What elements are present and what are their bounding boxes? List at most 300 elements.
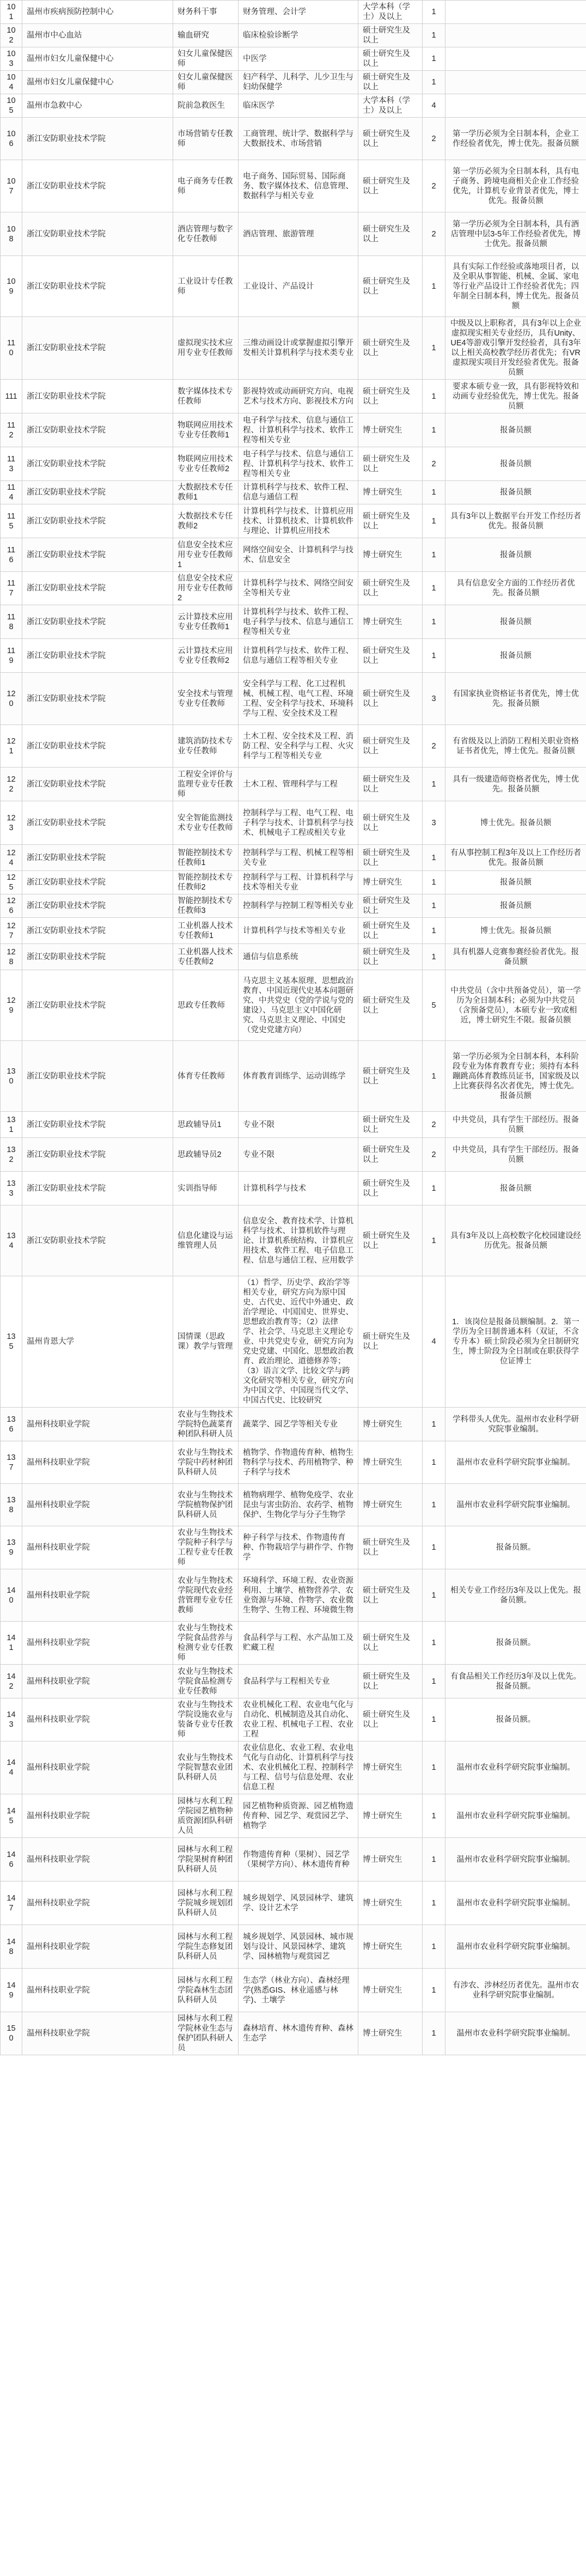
table-body bbox=[1, 1, 586, 2055]
other-requirements bbox=[445, 71, 586, 94]
employer-name: 浙江安防职业技术学院 bbox=[22, 639, 173, 673]
education-requirement: 博士研究生 bbox=[358, 2012, 423, 2055]
education-requirement: 博士研究生 bbox=[358, 1838, 423, 1881]
education-requirement: 硕士研究生及以上 bbox=[358, 380, 423, 413]
table-row bbox=[1, 47, 586, 71]
major-requirement: 食品科学与工程、水产品加工及贮藏工程 bbox=[239, 1622, 358, 1665]
table-row bbox=[1, 639, 586, 673]
headcount: 1 bbox=[423, 639, 445, 673]
major-requirement: 中医学 bbox=[239, 47, 358, 71]
employer-name: 浙江安防职业技术学院 bbox=[22, 1205, 173, 1276]
major-requirement: 土木工程、管理科学与工程 bbox=[239, 768, 358, 801]
headcount: 1 bbox=[423, 1441, 445, 1484]
headcount: 5 bbox=[423, 970, 445, 1041]
major-requirement: 计算机科学与技术、软件工程、信息与通信工程 bbox=[239, 481, 358, 504]
education-requirement: 博士研究生 bbox=[358, 1484, 423, 1526]
position-name: 财务科干事 bbox=[173, 1, 239, 24]
position-name: 智能控制技术专任教师1 bbox=[173, 845, 239, 871]
employer-name: 浙江安防职业技术学院 bbox=[22, 317, 173, 380]
headcount: 2 bbox=[423, 212, 445, 256]
education-requirement: 硕士研究生及以上 bbox=[358, 1698, 423, 1741]
major-requirement: 作物遗传育种（果树）、园艺学（果树学方向）、林木遗传育种 bbox=[239, 1838, 358, 1881]
education-requirement: 硕士研究生及以上 bbox=[358, 725, 423, 768]
headcount: 1 bbox=[423, 572, 445, 605]
table-row bbox=[1, 24, 586, 47]
education-requirement: 硕士研究生及以上 bbox=[358, 845, 423, 871]
major-requirement: 财务管理、会计学 bbox=[239, 1, 358, 24]
education-requirement: 硕士研究生及以上 bbox=[358, 1665, 423, 1698]
row-index: 117 bbox=[1, 572, 22, 605]
other-requirements: 具有3年及以上高校数字化校园建设经历优先。报备员额 bbox=[445, 1205, 586, 1276]
position-name: 云计算技术应用专业专任教师1 bbox=[173, 605, 239, 639]
major-requirement: 城乡规划学、风景园林、城市规划与设计、风景园林学、建筑学、园林植物与观赏园艺 bbox=[239, 1925, 358, 1969]
position-name: 信息化建设与运维管理人员 bbox=[173, 1205, 239, 1276]
row-index: 107 bbox=[1, 160, 22, 212]
table-row bbox=[1, 504, 586, 538]
employer-name: 浙江安防职业技术学院 bbox=[22, 256, 173, 317]
position-name: 云计算技术应用专业专任教师2 bbox=[173, 639, 239, 673]
major-requirement: 控制科学与控制工程等相关专业 bbox=[239, 894, 358, 918]
table-row bbox=[1, 1112, 586, 1138]
position-name: 妇女儿童保健医师 bbox=[173, 47, 239, 71]
education-requirement: 硕士研究生及以上 bbox=[358, 1526, 423, 1569]
education-requirement: 博士研究生 bbox=[358, 481, 423, 504]
position-name: 实训指导师 bbox=[173, 1172, 239, 1205]
table-row bbox=[1, 1794, 586, 1838]
row-index: 132 bbox=[1, 1138, 22, 1172]
other-requirements: 具有一级建造师资格者优先，博士优先。报备员额 bbox=[445, 768, 586, 801]
education-requirement: 硕士研究生及以上 bbox=[358, 504, 423, 538]
headcount: 1 bbox=[423, 47, 445, 71]
row-index: 122 bbox=[1, 768, 22, 801]
employer-name: 温州科技职业学院 bbox=[22, 1408, 173, 1441]
position-name: 国情课（思政课）教学与管理 bbox=[173, 1276, 239, 1408]
employer-name: 温州市疾病预防控制中心 bbox=[22, 1, 173, 24]
table-row bbox=[1, 605, 586, 639]
other-requirements: 有食品相关工作经历3年及以上优先。报备员额。 bbox=[445, 1665, 586, 1698]
major-requirement: 生态学（林业方向）、森林经理学(熟悉GIS、林业遥感与林学)、土壤学 bbox=[239, 1969, 358, 2012]
employer-name: 温州科技职业学院 bbox=[22, 1665, 173, 1698]
education-requirement: 博士研究生 bbox=[358, 871, 423, 894]
other-requirements: 温州市农业科学研究院事业编制。 bbox=[445, 1925, 586, 1969]
table-row bbox=[1, 970, 586, 1041]
employer-name: 浙江安防职业技术学院 bbox=[22, 481, 173, 504]
table-row bbox=[1, 1838, 586, 1881]
table-row bbox=[1, 481, 586, 504]
employer-name: 温州科技职业学院 bbox=[22, 1741, 173, 1794]
headcount: 2 bbox=[423, 447, 445, 481]
table-row bbox=[1, 1172, 586, 1205]
position-name: 妇女儿童保健医师 bbox=[173, 71, 239, 94]
education-requirement: 博士研究生 bbox=[358, 1969, 423, 2012]
employer-name: 温州科技职业学院 bbox=[22, 1622, 173, 1665]
education-requirement: 硕士研究生及以上 bbox=[358, 1569, 423, 1622]
employer-name: 温州科技职业学院 bbox=[22, 2012, 173, 2055]
other-requirements: 具有实际工作经验或落地项目者，以及全职从事智能、机械、金属、家电等行业产品设计工作经验者优先；四年制全日制本科，博士优先。报备员额 bbox=[445, 256, 586, 317]
education-requirement: 硕士研究生及以上 bbox=[358, 47, 423, 71]
major-requirement: 种子科学与技术、作物遗传育种、作物栽培学与耕作学、作物学 bbox=[239, 1526, 358, 1569]
other-requirements bbox=[445, 47, 586, 71]
major-requirement: 影视特效或动画研究方向、电视艺术与技术方向、影视技术方向 bbox=[239, 380, 358, 413]
other-requirements: 1．该岗位是报备员额编制。2．第一学历为全日制普通本科（双证，不含专升本）硕士阶段必须为全日制研究生，博士阶段为全日制或在职获得学位证博士 bbox=[445, 1276, 586, 1408]
position-name: 园林与水利工程学院果树育种团队科研人员 bbox=[173, 1838, 239, 1881]
education-requirement: 博士研究生 bbox=[358, 1794, 423, 1838]
other-requirements: 温州市农业科学研究院事业编制。 bbox=[445, 1881, 586, 1925]
employer-name: 浙江安防职业技术学院 bbox=[22, 572, 173, 605]
major-requirement: 工商管理、统计学、数据科学与大数据技术、市场营销 bbox=[239, 118, 358, 160]
row-index: 112 bbox=[1, 413, 22, 447]
major-requirement: 植物学、作物遗传育种、植物生物科学与技术、药用植物学、种子科学与技术 bbox=[239, 1441, 358, 1484]
other-requirements: 第一学历必须为全日制本科，具有酒店管理中层3-5年工作经验者优先，博士优先。报备员额 bbox=[445, 212, 586, 256]
position-name: 体育专任教师 bbox=[173, 1041, 239, 1112]
employer-name: 温州科技职业学院 bbox=[22, 1698, 173, 1741]
headcount: 1 bbox=[423, 918, 445, 944]
employer-name: 浙江安防职业技术学院 bbox=[22, 160, 173, 212]
position-name: 思政辅导员1 bbox=[173, 1112, 239, 1138]
education-requirement: 硕士研究生及以上 bbox=[358, 256, 423, 317]
employer-name: 浙江安防职业技术学院 bbox=[22, 768, 173, 801]
row-index: 149 bbox=[1, 1969, 22, 2012]
row-index: 137 bbox=[1, 1441, 22, 1484]
employer-name: 浙江安防职业技术学院 bbox=[22, 538, 173, 572]
major-requirement: 植物病理学、植物免疫学、农业昆虫与害虫防治、农药学、植物保护、生物化学与分子生物学 bbox=[239, 1484, 358, 1526]
headcount: 1 bbox=[423, 481, 445, 504]
employer-name: 温州市妇女儿童保健中心 bbox=[22, 71, 173, 94]
other-requirements bbox=[445, 24, 586, 47]
row-index: 143 bbox=[1, 1698, 22, 1741]
major-requirement: 农业机械化工程、农业电气化与自动化、机械制造及其自动化、农业工程、机械电子工程、农业工程 bbox=[239, 1698, 358, 1741]
table-row bbox=[1, 801, 586, 845]
major-requirement: 网络空间安全、计算机科学与技术、信息安全 bbox=[239, 538, 358, 572]
row-index: 119 bbox=[1, 639, 22, 673]
employer-name: 浙江安防职业技术学院 bbox=[22, 413, 173, 447]
major-requirement: 信息安全、教育技术学、计算机科学与技术、计算机软件与理论、计算机系统结构、计算机应用技术、软件工程、电子信息工程、信息与通信工程、应用数学 bbox=[239, 1205, 358, 1276]
other-requirements: 有省级及以上消防工程相关职业资格证书者优先，博士优先。报备员额 bbox=[445, 725, 586, 768]
employer-name: 浙江安防职业技术学院 bbox=[22, 447, 173, 481]
major-requirement: 三维动画设计或掌握虚拟引擎开发相关计算机科学与技术类专业 bbox=[239, 317, 358, 380]
row-index: 150 bbox=[1, 2012, 22, 2055]
employer-name: 浙江安防职业技术学院 bbox=[22, 1172, 173, 1205]
position-name: 工程安全评价与监理专业专任教师 bbox=[173, 768, 239, 801]
row-index: 131 bbox=[1, 1112, 22, 1138]
headcount: 1 bbox=[423, 1172, 445, 1205]
education-requirement: 博士研究生 bbox=[358, 538, 423, 572]
row-index: 118 bbox=[1, 605, 22, 639]
education-requirement: 博士研究生 bbox=[358, 1881, 423, 1925]
headcount: 1 bbox=[423, 1969, 445, 2012]
education-requirement: 硕士研究生及以上 bbox=[358, 970, 423, 1041]
major-requirement: 体育教育训练学、运动训练学 bbox=[239, 1041, 358, 1112]
headcount: 1 bbox=[423, 845, 445, 871]
other-requirements: 第一学历必须为全日制本科，本科阶段专业为体育教育专业；须持有本科蹦跳高体育教练员证书，国家级及以上比赛获得名次者优先，博士优先。报备员额 bbox=[445, 1041, 586, 1112]
other-requirements: 具有信息安全方面的工作经历者优先。报备员额 bbox=[445, 572, 586, 605]
table-row bbox=[1, 845, 586, 871]
row-index: 105 bbox=[1, 94, 22, 118]
headcount: 1 bbox=[423, 538, 445, 572]
education-requirement: 硕士研究生及以上 bbox=[358, 639, 423, 673]
headcount: 1 bbox=[423, 413, 445, 447]
position-name: 工业机器人技术专任教师1 bbox=[173, 918, 239, 944]
education-requirement: 硕士研究生及以上 bbox=[358, 317, 423, 380]
table-row bbox=[1, 1622, 586, 1665]
major-requirement: 酒店管理、旅游管理 bbox=[239, 212, 358, 256]
employer-name: 温州科技职业学院 bbox=[22, 1969, 173, 2012]
table-row bbox=[1, 118, 586, 160]
table-row bbox=[1, 317, 586, 380]
major-requirement: 电子商务、国际贸易、国际商务、数字媒体技术、信息管理、数据科学与相关专业 bbox=[239, 160, 358, 212]
major-requirement: 控制科学与工程、机械工程等相关专业 bbox=[239, 845, 358, 871]
headcount: 2 bbox=[423, 160, 445, 212]
table-row bbox=[1, 94, 586, 118]
row-index: 104 bbox=[1, 71, 22, 94]
row-index: 147 bbox=[1, 1881, 22, 1925]
row-index: 144 bbox=[1, 1741, 22, 1794]
headcount: 1 bbox=[423, 24, 445, 47]
education-requirement: 硕士研究生及以上 bbox=[358, 118, 423, 160]
table-row bbox=[1, 1138, 586, 1172]
row-index: 123 bbox=[1, 801, 22, 845]
employer-name: 浙江安防职业技术学院 bbox=[22, 894, 173, 918]
table-row bbox=[1, 572, 586, 605]
table-row bbox=[1, 538, 586, 572]
major-requirement: 专业不限 bbox=[239, 1112, 358, 1138]
position-name: 大数据技术专任教师2 bbox=[173, 504, 239, 538]
other-requirements: 报备员额 bbox=[445, 413, 586, 447]
major-requirement: 临床检验诊断学 bbox=[239, 24, 358, 47]
table-row bbox=[1, 71, 586, 94]
row-index: 115 bbox=[1, 504, 22, 538]
row-index: 135 bbox=[1, 1276, 22, 1408]
table-row bbox=[1, 1665, 586, 1698]
position-name: 农业与生物技术学院设施农业与装备专业专任教师 bbox=[173, 1698, 239, 1741]
employer-name: 浙江安防职业技术学院 bbox=[22, 918, 173, 944]
position-name: 物联网应用技术专业专任教师1 bbox=[173, 413, 239, 447]
headcount: 1 bbox=[423, 871, 445, 894]
education-requirement: 硕士研究生及以上 bbox=[358, 212, 423, 256]
employer-name: 浙江安防职业技术学院 bbox=[22, 845, 173, 871]
education-requirement: 博士研究生 bbox=[358, 1741, 423, 1794]
employer-name: 温州科技职业学院 bbox=[22, 1925, 173, 1969]
position-name: 数字媒体技术专任教师 bbox=[173, 380, 239, 413]
headcount: 1 bbox=[423, 1, 445, 24]
position-name: 院前急救医生 bbox=[173, 94, 239, 118]
other-requirements: 温州市农业科学研究院事业编制。 bbox=[445, 1441, 586, 1484]
major-requirement: 电子科学与技术、信息与通信工程、计算机科学与技术、软件工程等相关专业 bbox=[239, 447, 358, 481]
position-name: 安全技术与管理专业专任教师 bbox=[173, 673, 239, 725]
row-index: 148 bbox=[1, 1925, 22, 1969]
major-requirement: 安全科学与工程、化工过程机械、机械工程、电气工程、环境工程、安全科学与技术、环境科学与工程、安全技术及工程 bbox=[239, 673, 358, 725]
headcount: 1 bbox=[423, 1569, 445, 1622]
position-name: 电子商务专任教师 bbox=[173, 160, 239, 212]
position-name: 思政辅导员2 bbox=[173, 1138, 239, 1172]
row-index: 110 bbox=[1, 317, 22, 380]
other-requirements: 报备员额 bbox=[445, 894, 586, 918]
employer-name: 浙江安防职业技术学院 bbox=[22, 1112, 173, 1138]
other-requirements: 报备员额 bbox=[445, 1172, 586, 1205]
major-requirement: 工业设计、产品设计 bbox=[239, 256, 358, 317]
table-row bbox=[1, 1276, 586, 1408]
employer-name: 浙江安防职业技术学院 bbox=[22, 504, 173, 538]
employer-name: 浙江安防职业技术学院 bbox=[22, 212, 173, 256]
employer-name: 浙江安防职业技术学院 bbox=[22, 673, 173, 725]
major-requirement: 电子科学与技术、信息与通信工程、计算机科学与技术、软件工程等相关专业 bbox=[239, 413, 358, 447]
table-row bbox=[1, 1925, 586, 1969]
other-requirements: 温州市农业科学研究院事业编制。 bbox=[445, 1741, 586, 1794]
headcount: 1 bbox=[423, 1041, 445, 1112]
headcount: 4 bbox=[423, 94, 445, 118]
headcount: 2 bbox=[423, 725, 445, 768]
table-row bbox=[1, 1526, 586, 1569]
table-row bbox=[1, 768, 586, 801]
education-requirement: 硕士研究生及以上 bbox=[358, 944, 423, 970]
position-name: 农业与生物技术学院中药材种团队科研人员 bbox=[173, 1441, 239, 1484]
other-requirements: 有涉农、涉林经历者优先。温州市农业科学研究院事业编制。 bbox=[445, 1969, 586, 2012]
position-name: 输血研究 bbox=[173, 24, 239, 47]
other-requirements: 有国家执业资格证书者优先，博士优先。报备员额 bbox=[445, 673, 586, 725]
education-requirement: 硕士研究生及以上 bbox=[358, 1622, 423, 1665]
employer-name: 浙江安防职业技术学院 bbox=[22, 970, 173, 1041]
employer-name: 温州科技职业学院 bbox=[22, 1794, 173, 1838]
major-requirement: 马克思主义基本原理、思想政治教育、中国近现代史基本问题研究、中共党史（党的学说与党的建设）、马克思主义中国化研究、马克思主义理论、中国史（党史党建方向） bbox=[239, 970, 358, 1041]
row-index: 139 bbox=[1, 1526, 22, 1569]
employer-name: 浙江安防职业技术学院 bbox=[22, 1041, 173, 1112]
headcount: 1 bbox=[423, 380, 445, 413]
major-requirement: 环境科学、环境工程、农业资源利用、土壤学、植物营养学、农业资源与环境、作物学、农业微生物学、生物工程、环境微生物 bbox=[239, 1569, 358, 1622]
education-requirement: 硕士研究生及以上 bbox=[358, 918, 423, 944]
education-requirement: 博士研究生 bbox=[358, 1408, 423, 1441]
major-requirement: （1）哲学、历史学、政治学等相关专业，研究方向为原中国史、古代史、近代中外通史、政治学理论、中国国史、世界史、思想政治教育等；（2）法律学、社会学、马克思主义理论专业、中共党史专业，研究方向为党史党建、中国化、思想政治教育、政治理论、道德修养等；（3）语言文学、比较文学与跨文化研究等相关专业，研究方向为中国文学、中国现当代文学、中国古代史、比较研究 bbox=[239, 1276, 358, 1408]
headcount: 1 bbox=[423, 605, 445, 639]
position-name: 安全智能监测技术专业专任教师 bbox=[173, 801, 239, 845]
row-index: 130 bbox=[1, 1041, 22, 1112]
table-row bbox=[1, 160, 586, 212]
other-requirements: 温州市农业科学研究院事业编制。 bbox=[445, 2012, 586, 2055]
other-requirements bbox=[445, 94, 586, 118]
other-requirements: 要求本硕专业一致，具有影视特效和动画专业经验优先，博士优先。报备员额 bbox=[445, 380, 586, 413]
position-name: 工业机器人技术专任教师2 bbox=[173, 944, 239, 970]
education-requirement: 硕士研究生及以上 bbox=[358, 801, 423, 845]
table-row bbox=[1, 1441, 586, 1484]
major-requirement: 计算机科学与技术、计算机应用技术、计算机技术、计算机软件与理论、计算机应用技术 bbox=[239, 504, 358, 538]
headcount: 2 bbox=[423, 118, 445, 160]
education-requirement: 硕士研究生及以上 bbox=[358, 768, 423, 801]
row-index: 120 bbox=[1, 673, 22, 725]
position-name: 建筑消防技术专业专任教师 bbox=[173, 725, 239, 768]
education-requirement: 大学本科（学士）及以上 bbox=[358, 1, 423, 24]
education-requirement: 硕士研究生及以上 bbox=[358, 1172, 423, 1205]
employer-name: 温州科技职业学院 bbox=[22, 1441, 173, 1484]
row-index: 133 bbox=[1, 1172, 22, 1205]
row-index: 138 bbox=[1, 1484, 22, 1526]
position-name: 虚拟现实技术应用专业专任教师 bbox=[173, 317, 239, 380]
headcount: 3 bbox=[423, 801, 445, 845]
education-requirement: 硕士研究生及以上 bbox=[358, 1205, 423, 1276]
row-index: 108 bbox=[1, 212, 22, 256]
row-index: 127 bbox=[1, 918, 22, 944]
row-index: 111 bbox=[1, 380, 22, 413]
major-requirement: 通信与信息系统 bbox=[239, 944, 358, 970]
education-requirement: 硕士研究生及以上 bbox=[358, 1112, 423, 1138]
headcount: 1 bbox=[423, 317, 445, 380]
headcount: 1 bbox=[423, 1526, 445, 1569]
headcount: 4 bbox=[423, 1276, 445, 1408]
other-requirements: 报备员额。 bbox=[445, 1526, 586, 1569]
headcount: 1 bbox=[423, 1838, 445, 1881]
position-name: 农业与生物技术学院食品检测专业专任教师 bbox=[173, 1665, 239, 1698]
row-index: 103 bbox=[1, 47, 22, 71]
other-requirements: 相关专业工作经历3年及以上优先。报备员额。 bbox=[445, 1569, 586, 1622]
major-requirement: 计算机科学与技术、软件工程、电子科学与技术、信息与通信工程等相关专业 bbox=[239, 605, 358, 639]
employer-name: 温州科技职业学院 bbox=[22, 1526, 173, 1569]
table-row bbox=[1, 1205, 586, 1276]
education-requirement: 硕士研究生及以上 bbox=[358, 1041, 423, 1112]
other-requirements: 报备员额 bbox=[445, 871, 586, 894]
other-requirements: 温州市农业科学研究院事业编制。 bbox=[445, 1794, 586, 1838]
row-index: 142 bbox=[1, 1665, 22, 1698]
other-requirements: 温州市农业科学研究院事业编制。 bbox=[445, 1484, 586, 1526]
table-row bbox=[1, 1408, 586, 1441]
other-requirements: 报备员额 bbox=[445, 605, 586, 639]
other-requirements: 学科带头人优先。温州市农业科学研究院事业编制。 bbox=[445, 1408, 586, 1441]
table-row bbox=[1, 2012, 586, 2055]
employer-name: 浙江安防职业技术学院 bbox=[22, 118, 173, 160]
table-row bbox=[1, 725, 586, 768]
position-name: 工业设计专任教师 bbox=[173, 256, 239, 317]
row-index: 121 bbox=[1, 725, 22, 768]
position-name: 园林与水利工程学院森林生态团队科研人员 bbox=[173, 1969, 239, 2012]
row-index: 145 bbox=[1, 1794, 22, 1838]
table-row bbox=[1, 380, 586, 413]
table-row bbox=[1, 447, 586, 481]
headcount: 1 bbox=[423, 1408, 445, 1441]
employer-name: 温州市急救中心 bbox=[22, 94, 173, 118]
employer-name: 浙江安防职业技术学院 bbox=[22, 1138, 173, 1172]
headcount: 1 bbox=[423, 256, 445, 317]
row-index: 136 bbox=[1, 1408, 22, 1441]
table-row bbox=[1, 256, 586, 317]
other-requirements: 报备员额。 bbox=[445, 1622, 586, 1665]
row-index: 146 bbox=[1, 1838, 22, 1881]
position-name: 农业与生物技术学院食品营养与检测专业专任教师 bbox=[173, 1622, 239, 1665]
position-name: 智能控制技术专任教师3 bbox=[173, 894, 239, 918]
position-name: 思政专任教师 bbox=[173, 970, 239, 1041]
major-requirement: 蔬菜学、园艺学等相关专业 bbox=[239, 1408, 358, 1441]
position-name: 农业与生物技术学院种子科学与工程专业专任教师 bbox=[173, 1526, 239, 1569]
position-name: 园林与水利工程学院林业生态与保护团队科研人员 bbox=[173, 2012, 239, 2055]
education-requirement: 硕士研究生及以上 bbox=[358, 71, 423, 94]
row-index: 101 bbox=[1, 1, 22, 24]
position-name: 信息安全技术应用专业专任教师2 bbox=[173, 572, 239, 605]
other-requirements: 中共党员（含中共预备党员），第一学历为全日制本科；必须为中共党员（含预备党员），本硕专业一致或相近，博士研究生不限。报备员额 bbox=[445, 970, 586, 1041]
table-row bbox=[1, 1881, 586, 1925]
headcount: 1 bbox=[423, 1622, 445, 1665]
row-index: 140 bbox=[1, 1569, 22, 1622]
row-index: 124 bbox=[1, 845, 22, 871]
education-requirement: 博士研究生 bbox=[358, 1441, 423, 1484]
headcount: 1 bbox=[423, 894, 445, 918]
major-requirement: 城乡规划学、风景园林学、建筑学、设计艺术学 bbox=[239, 1881, 358, 1925]
education-requirement: 硕士研究生及以上 bbox=[358, 673, 423, 725]
other-requirements: 具有3年以上数据平台开发工作经历者优先。报备员额 bbox=[445, 504, 586, 538]
row-index: 126 bbox=[1, 894, 22, 918]
position-name: 信息安全技术应用专业专任教师1 bbox=[173, 538, 239, 572]
employer-name: 温州科技职业学院 bbox=[22, 1838, 173, 1881]
education-requirement: 博士研究生 bbox=[358, 413, 423, 447]
employer-name: 温州科技职业学院 bbox=[22, 1569, 173, 1622]
employer-name: 浙江安防职业技术学院 bbox=[22, 380, 173, 413]
position-name: 物联网应用技术专业专任教师2 bbox=[173, 447, 239, 481]
headcount: 1 bbox=[423, 1698, 445, 1741]
